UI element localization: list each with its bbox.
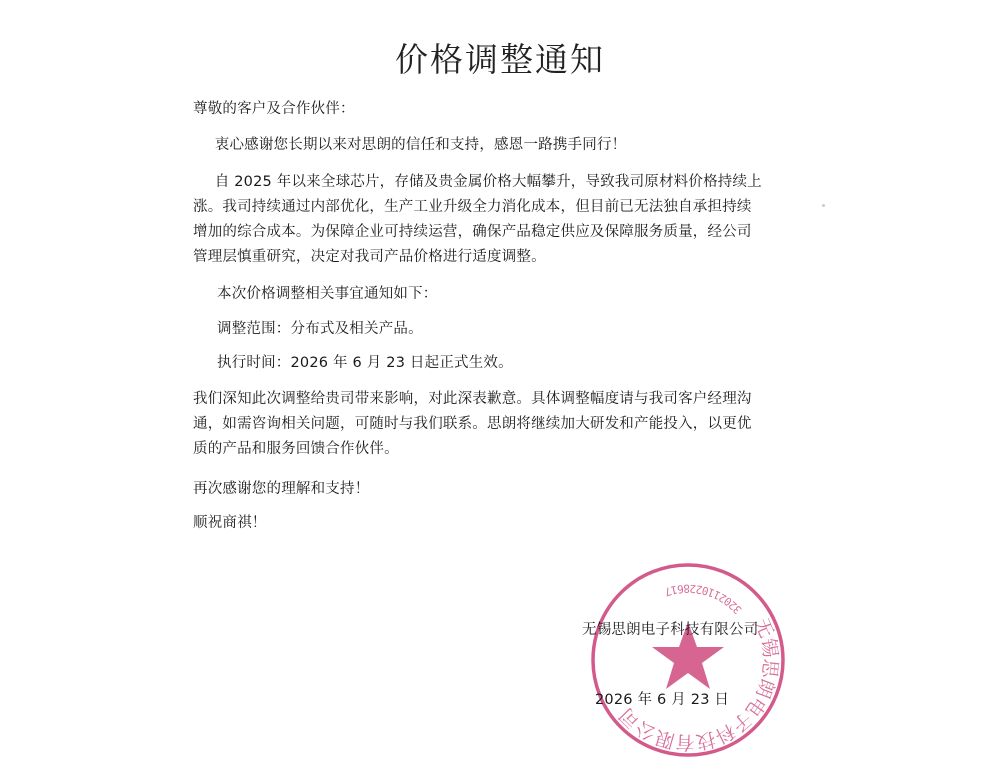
- thanks-again: 再次感谢您的理解和支持！: [193, 481, 370, 497]
- signature-date: 2026 年 6 月 23 日: [595, 692, 730, 708]
- seal-ring-text: 无锡思朗电子科技有限公司: [615, 615, 782, 754]
- paragraph-line: 质的产品和服务回馈合作伙伴。: [193, 441, 399, 457]
- paragraph-line: 管理层慎重研究，决定对我司产品价格进行适度调整。: [193, 249, 546, 265]
- paragraph-apology: [193, 387, 783, 462]
- notice-intro: 本次价格调整相关事宜通知如下：: [217, 286, 438, 302]
- svg-text:3202110228617: [663, 582, 745, 617]
- paragraph-line: 涨。我司持续通过内部优化，生产工业升级全力消化成本，但目前已无法独自承担持续: [193, 199, 752, 215]
- company-name: 无锡思朗电子科技有限公司: [582, 622, 759, 638]
- paragraph-price-reason: [193, 170, 783, 270]
- scan-speck: [822, 204, 825, 207]
- paragraph-line: 自 2025 年以来全球芯片，存储及贵金属价格大幅攀升，导致我司原材料价格持续上: [214, 174, 762, 190]
- paragraph-line: 增加的综合成本。为保障企业可持续运营，确保产品稳定供应及保障服务质量，经公司: [193, 224, 752, 240]
- seal-code-text: 3202110228617: [662, 581, 745, 617]
- thanks-line: 衷心感谢您长期以来对思朗的信任和支持，感恩一路携手同行！: [214, 137, 627, 153]
- document-title: 价格调整通知: [395, 40, 605, 79]
- paragraph-line: 我们深知此次调整给贵司带来影响，对此深表歉意。具体调整幅度请与我司客户经理沟: [193, 391, 752, 407]
- paragraph-line: 通，如需咨询相关问题，可随时与我们联系。思朗将继续加大研发和产能投入，以更优: [193, 416, 752, 432]
- effective-date-line: 执行时间：2026 年 6 月 23 日起正式生效。: [217, 355, 513, 371]
- company-seal-stamp: [588, 560, 788, 760]
- scope-line: 调整范围：分布式及相关产品。: [217, 321, 423, 337]
- salutation: 尊敬的客户及合作伙伴：: [193, 101, 355, 117]
- closing: 顺祝商祺！: [193, 515, 267, 531]
